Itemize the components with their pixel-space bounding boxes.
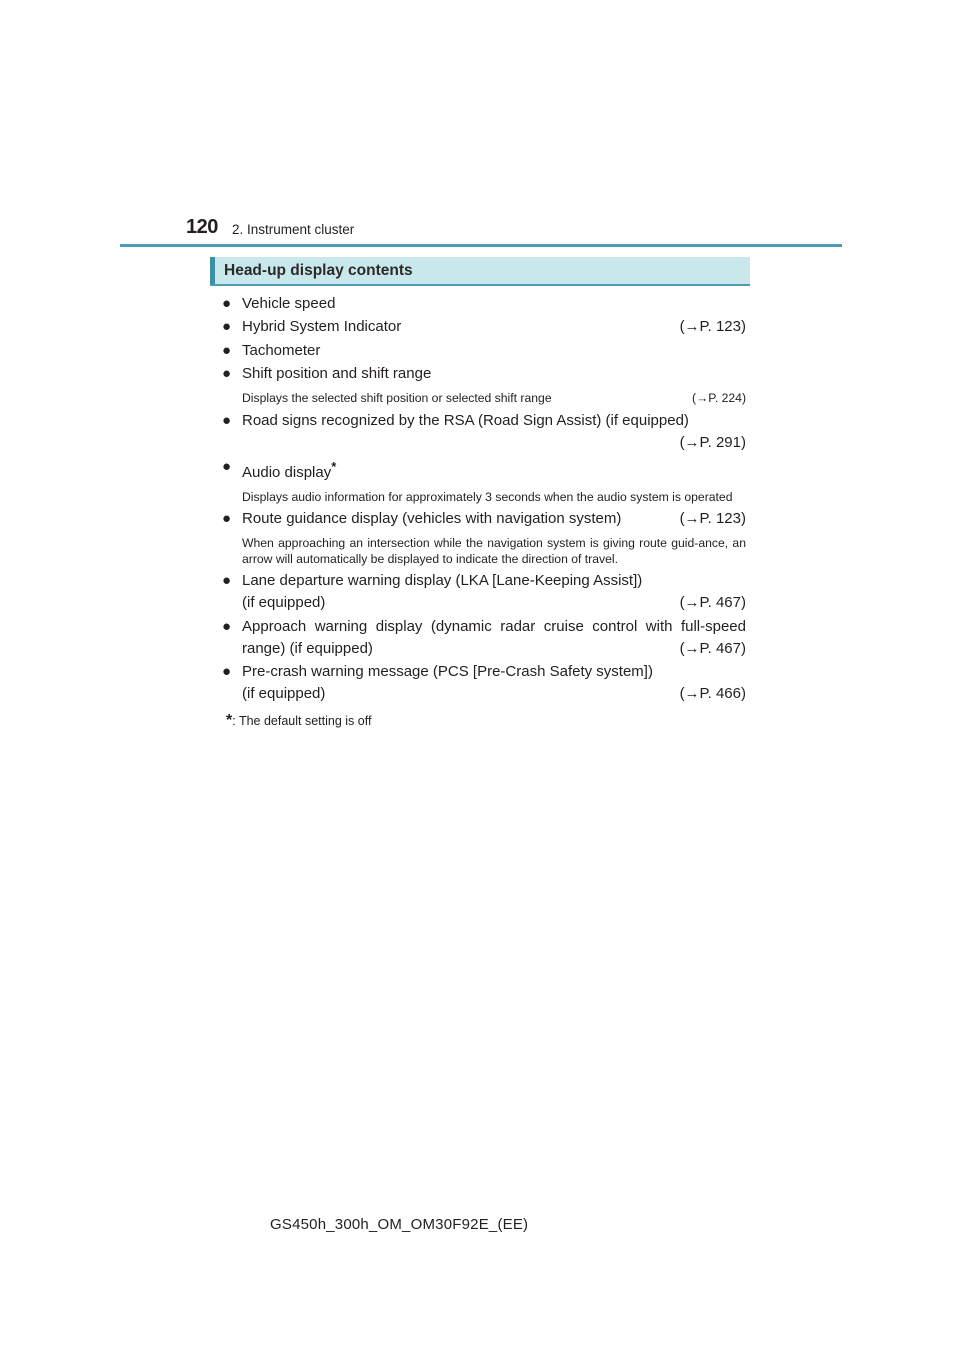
item-text-continued: (if equipped) <box>242 594 326 611</box>
content-list <box>210 291 750 705</box>
footnote <box>226 712 371 730</box>
bullet-icon: ● <box>222 341 232 359</box>
page-reference: (→P. 291) <box>679 433 746 451</box>
list-item-route-guidance <box>210 508 750 530</box>
item-text: Pre-crash warning message (PCS [Pre-Crash Safety system]) <box>242 663 653 680</box>
page-reference: (→P. 123) <box>679 510 746 527</box>
header-rule <box>120 244 842 247</box>
section-heading: Head-up display contents <box>224 262 413 279</box>
item-text-continued: (if equipped) <box>242 685 326 702</box>
item-text: Hybrid System Indicator <box>242 318 402 335</box>
section-heading-accent <box>210 257 215 284</box>
item-note: Displays audio information for approximately 3 seconds when the audio system is operated <box>242 489 733 504</box>
note-text: Displays the selected shift position or selected shift range <box>242 391 552 405</box>
list-item-pre-crash <box>210 661 750 705</box>
page-reference: (→P. 467) <box>679 639 746 657</box>
item-text: Audio display <box>242 463 332 481</box>
chapter-title: 2. Instrument cluster <box>232 222 355 237</box>
document-code: GS450h_300h_OM_OM30F92E_(EE) <box>270 1216 529 1233</box>
page-number: 120 <box>186 216 218 238</box>
list-item-vehicle-speed <box>210 293 750 315</box>
list-item-tachometer <box>210 340 750 362</box>
item-text: Tachometer <box>242 341 321 359</box>
bullet-icon: ● <box>222 617 232 635</box>
item-text: Shift position and shift range <box>242 365 432 382</box>
list-item-road-signs <box>210 410 750 454</box>
item-text: Vehicle speed <box>242 294 336 312</box>
bullet-icon: ● <box>222 318 232 335</box>
item-text: Road signs recognized by the RSA (Road Sign Assist) (if equipped) <box>242 411 689 429</box>
page-reference: (→P. 466) <box>679 685 746 702</box>
bullet-icon: ● <box>222 457 232 475</box>
bullet-icon: ● <box>222 510 232 527</box>
bullet-icon: ● <box>222 663 232 680</box>
list-item-approach-warning <box>210 616 750 660</box>
list-item-hybrid-indicator <box>210 316 750 338</box>
item-text: Lane departure warning display (LKA [Lane-Keeping Assist]) <box>242 572 643 589</box>
item-text-continued: range) (if equipped) <box>242 639 373 657</box>
item-note <box>210 391 750 407</box>
bullet-icon: ● <box>222 411 232 429</box>
item-text: Approach warning display (dynamic radar cruise control with full-speed <box>242 617 746 635</box>
item-note: When approaching an intersection while the navigation system is giving route guid-ance, an arrow will automatically be displayed to indicate the direction of travel. <box>242 536 746 566</box>
list-item-lane-departure <box>210 570 750 614</box>
item-text: Route guidance display (vehicles with navigation system) <box>242 510 622 527</box>
page-reference: (→P. 224) <box>692 391 746 405</box>
bullet-icon: ● <box>222 365 232 382</box>
section-heading-bar <box>210 257 750 286</box>
list-item-shift-position <box>210 363 750 385</box>
page-reference: (→P. 467) <box>679 594 746 611</box>
footnote-text: : The default setting is off <box>232 714 372 728</box>
bullet-icon: ● <box>222 294 232 312</box>
bullet-icon: ● <box>222 572 232 589</box>
page-reference: (→P. 123) <box>679 318 746 335</box>
list-item-audio-display <box>210 456 750 484</box>
footnote-mark: * <box>331 458 337 474</box>
footnote-mark: * <box>226 712 233 729</box>
